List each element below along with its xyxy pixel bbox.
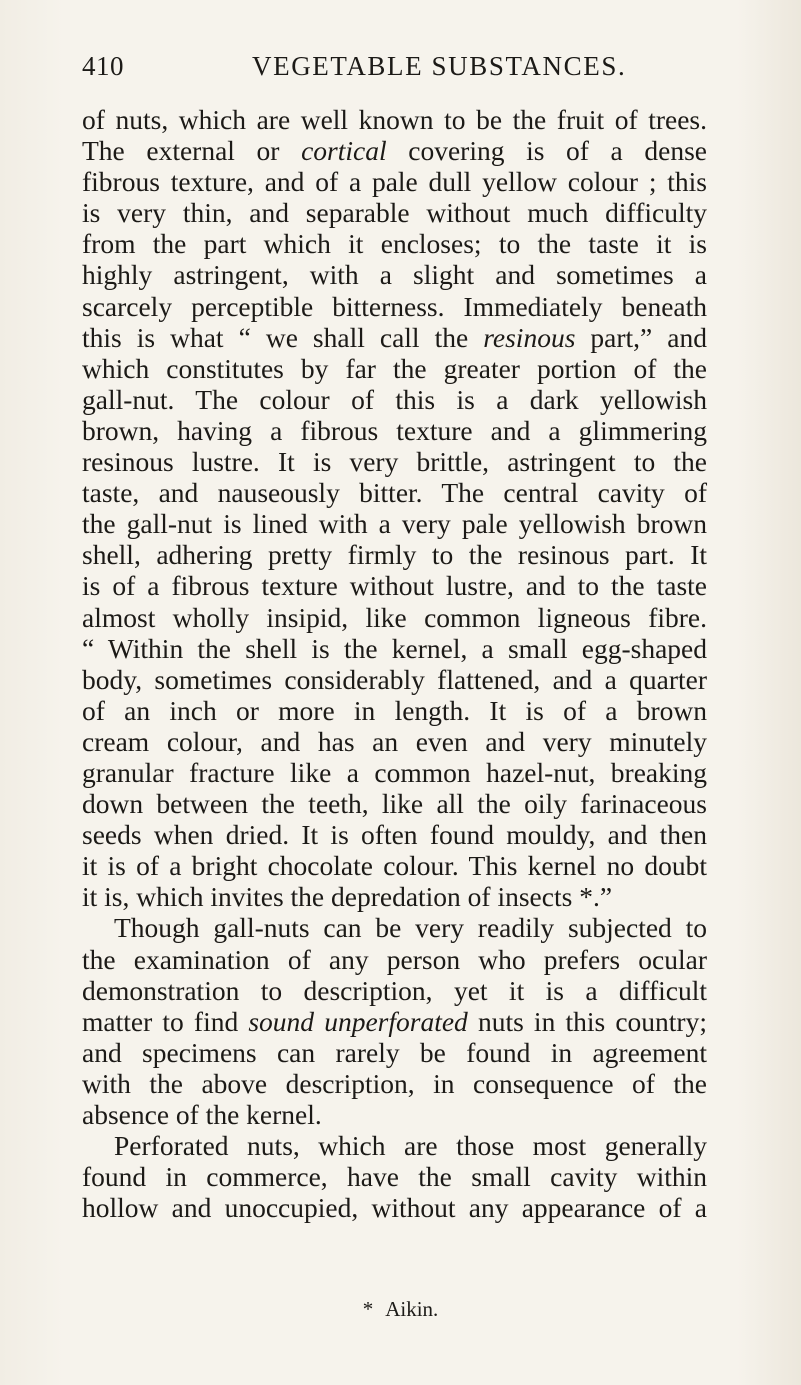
text-line: gall-nut. The colour of this is a dark yellowish bbox=[82, 383, 707, 415]
text-line: it is of a bright chocolate colour. This kernel no doubt bbox=[82, 850, 707, 882]
text-line: of nuts, which are well known to be the fruit of trees. bbox=[82, 104, 707, 135]
text-line: brown, having a fibrous texture and a glimmering bbox=[82, 414, 707, 446]
text-line bbox=[82, 1006, 707, 1037]
text-line: almost wholly insipid, like common ligneous fibre. bbox=[82, 601, 707, 633]
text-line bbox=[82, 322, 707, 353]
italic-term: cortical bbox=[301, 135, 387, 167]
footnote bbox=[0, 1294, 801, 1324]
text-line: and specimens can rarely be found in agreement bbox=[82, 1036, 707, 1068]
text-line: Perforated nuts, which are those most generally bbox=[114, 1130, 707, 1162]
text-line: is very thin, and separable without much difficulty bbox=[82, 197, 707, 229]
text-run: part,” and bbox=[575, 321, 707, 353]
page-header bbox=[82, 46, 702, 86]
text-line: resinous lustre. It is very brittle, astringent to the bbox=[82, 446, 707, 478]
text-line: “ Within the shell is the kernel, a small egg-shaped bbox=[82, 632, 707, 664]
text-line: the examination of any person who prefers ocular bbox=[82, 943, 707, 975]
text-line: hollow and unoccupied, without any appearance of a bbox=[82, 1192, 707, 1224]
text-line: is of a fibrous texture without lustre, and to the taste bbox=[82, 570, 707, 602]
text-run: this is what “ we shall call the bbox=[82, 321, 484, 353]
text-line: taste, and nauseously bitter. The central cavity of bbox=[82, 477, 707, 509]
text-line: from the part which it encloses; to the taste it is bbox=[82, 228, 707, 260]
italic-term: resinous bbox=[483, 321, 576, 353]
text-line: found in commerce, have the small cavity within bbox=[82, 1161, 707, 1193]
text-line bbox=[82, 135, 707, 166]
text-line: highly astringent, with a slight and sometimes a bbox=[82, 259, 707, 291]
body-text bbox=[82, 104, 707, 1223]
text-line: shell, adhering pretty firmly to the resinous part. It bbox=[82, 539, 707, 571]
text-line: absence of the kernel. bbox=[82, 1099, 322, 1130]
text-run: nuts in this country; bbox=[467, 1005, 707, 1037]
text-run: covering is of a dense bbox=[386, 135, 707, 167]
italic-term: sound unperforated bbox=[248, 1005, 468, 1037]
footnote-text: Aikin. bbox=[385, 1297, 439, 1321]
text-run: The external or bbox=[82, 135, 302, 167]
page-number: 410 bbox=[82, 51, 124, 81]
footnote-marker: * bbox=[362, 1297, 374, 1321]
text-line: scarcely perceptible bitterness. Immediately beneath bbox=[82, 290, 707, 322]
text-line: down between the teeth, like all the oily farinaceous bbox=[82, 788, 707, 820]
text-line: which constitutes by far the greater portion of the bbox=[82, 352, 707, 384]
text-line: cream colour, and has an even and very minutely bbox=[82, 725, 707, 757]
text-line: demonstration to description, yet it is a difficult bbox=[82, 974, 707, 1006]
running-head: VEGETABLE SUBSTANCES. bbox=[252, 51, 627, 81]
text-line: the gall-nut is lined with a very pale yellowish brown bbox=[82, 508, 707, 540]
text-line: body, sometimes considerably flattened, and a quarter bbox=[82, 663, 707, 695]
text-line: of an inch or more in length. It is of a brown bbox=[82, 694, 707, 726]
text-line: with the above description, in consequence of the bbox=[82, 1067, 707, 1099]
text-line: fibrous texture, and of a pale dull yellow colour ; this bbox=[82, 166, 707, 198]
text-line: granular fracture like a common hazel-nut, breaking bbox=[82, 756, 707, 788]
text-run: matter to find bbox=[82, 1005, 249, 1037]
text-line: seeds when dried. It is often found mouldy, and then bbox=[82, 819, 707, 851]
text-line: it is, which invites the depredation of insects *.” bbox=[82, 881, 613, 913]
text-line: Though gall-nuts can be very readily subjected to bbox=[114, 912, 707, 944]
